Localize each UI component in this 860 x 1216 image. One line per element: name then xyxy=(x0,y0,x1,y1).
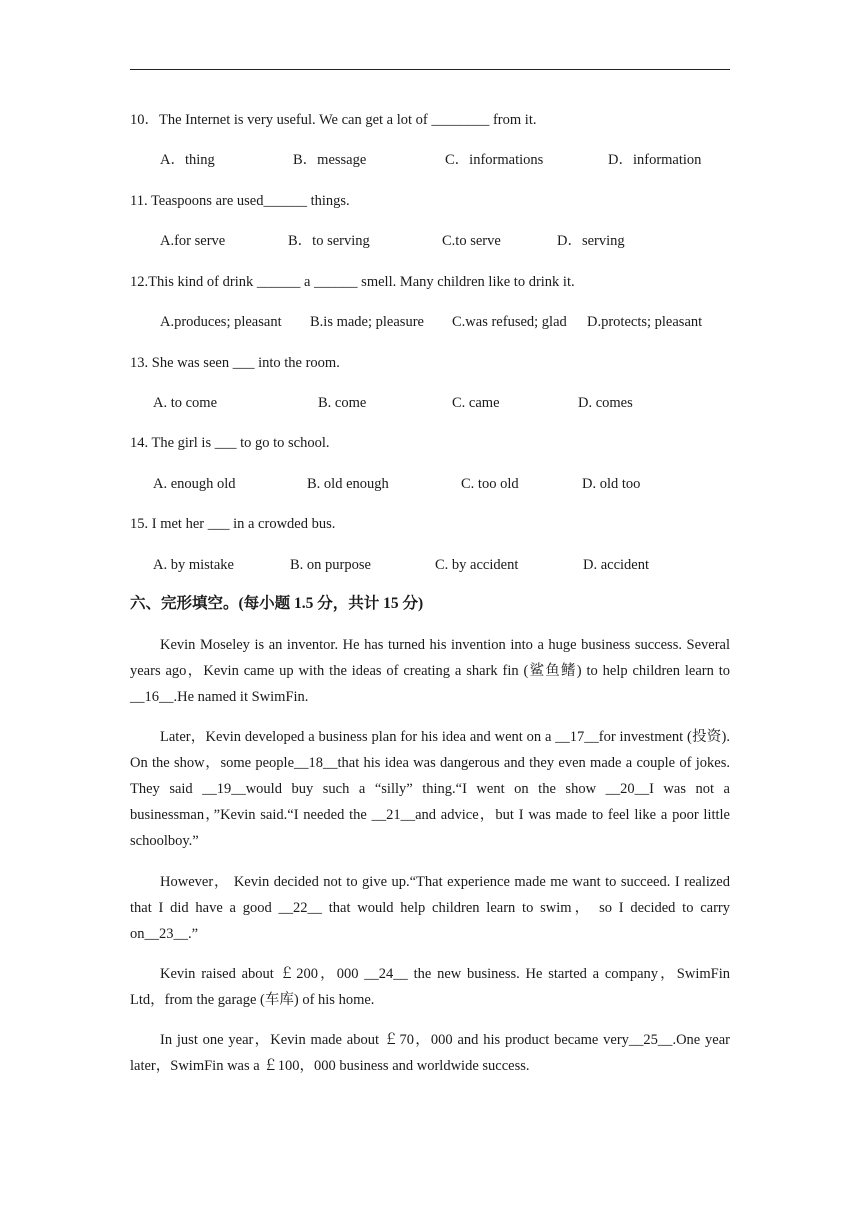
option-a: A. to come xyxy=(153,395,218,411)
option-c: C.was refused; glad xyxy=(452,314,567,330)
question-stem: 12.This kind of drink ______ a ______ smell. Many children like to drink it. xyxy=(130,274,575,290)
option-d: D. comes xyxy=(578,395,633,411)
option-d: D．information xyxy=(608,152,702,168)
option-a: A. by mistake xyxy=(153,557,234,573)
passage-paragraph: In just one year，Kevin made about ￡70，000 and his product became very__25__.One year later，SwimFin was a ￡100，000 business and worldwide success. xyxy=(130,1032,730,1074)
option-b: B. old enough xyxy=(307,476,389,492)
option-b: B.is made; pleasure xyxy=(310,314,424,330)
question-stem: 11. Teaspoons are used______ things. xyxy=(130,193,350,209)
option-a: A.produces; pleasant xyxy=(160,314,282,330)
passage-paragraph: Kevin Moseley is an inventor. He has turned his invention into a huge business success. Several years ago，Kevin came up with the ideas of creating a shark fin (鲨鱼鳍) to help children learn to __16__.He named it SwimFin. xyxy=(130,637,730,705)
option-c: C．informations xyxy=(445,152,544,168)
option-d: D. accident xyxy=(583,557,650,573)
passage-paragraph: Kevin raised about ￡200，000 __24__ the new business. He started a company，SwimFin Ltd，from the garage (车库) of his home. xyxy=(130,966,730,1008)
section-heading: 六、完形填空。(每小题 1.5 分，共计 15 分) xyxy=(130,595,424,612)
option-d: D.protects; pleasant xyxy=(587,314,703,330)
option-b: B. on purpose xyxy=(290,557,371,573)
option-c: C.to serve xyxy=(442,233,501,249)
option-c: C. too old xyxy=(461,476,519,492)
option-d: D．serving xyxy=(557,233,625,249)
question-stem: 10．The Internet is very useful. We can get a lot of ________ from it. xyxy=(130,112,537,128)
option-c: C. came xyxy=(452,395,500,411)
option-b: B．message xyxy=(293,152,367,168)
question-stem: 14. The girl is ___ to go to school. xyxy=(130,435,330,451)
option-a: A．thing xyxy=(160,152,215,168)
option-b: B．to serving xyxy=(288,233,370,249)
question-stem: 13. She was seen ___ into the room. xyxy=(130,355,340,371)
header-rule xyxy=(130,69,730,70)
passage-paragraph: Later，Kevin developed a business plan for his idea and went on a __17__for investment (投资). On the show，some people__18__that his idea was dangerous and they even made a couple of jokes. They said __19__would buy such a “silly” thing.“I went on the show __20__I was not a businessman，”Kevin said.“I needed the __21__and advice，but I was made to feel like a poor little schoolboy.” xyxy=(130,729,730,849)
option-b: B. come xyxy=(318,395,367,411)
option-c: C. by accident xyxy=(435,557,519,573)
option-d: D. old too xyxy=(582,476,641,492)
option-a: A.for serve xyxy=(160,233,226,249)
option-a: A. enough old xyxy=(153,476,236,492)
question-stem: 15. I met her ___ in a crowded bus. xyxy=(130,516,336,532)
passage-paragraph: However， Kevin decided not to give up.“That experience made me want to succeed. I realized that I did have a good __22__ that would help children learn to swim， so I decided to carry on__23__.” xyxy=(130,874,730,942)
